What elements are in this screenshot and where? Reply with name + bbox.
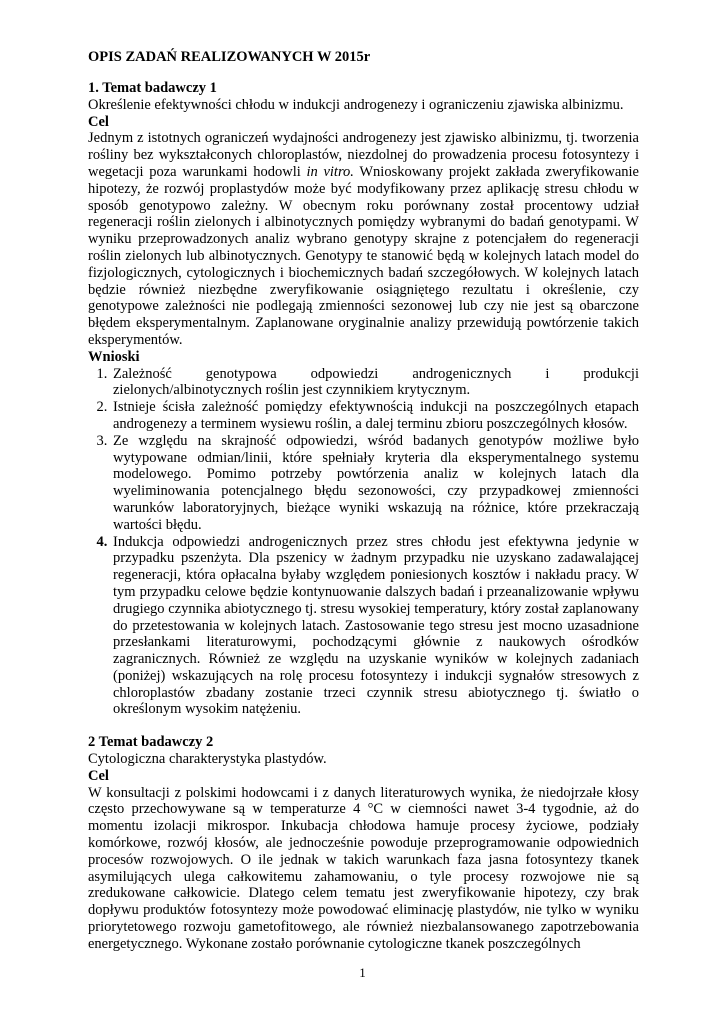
- section-gap: [88, 718, 639, 734]
- page-number: 1: [359, 965, 366, 980]
- topic1-heading: 1. Temat badawczy 1: [88, 80, 217, 96]
- document-title: OPIS ZADAŃ REALIZOWANYCH W 2015r: [88, 49, 371, 65]
- conclusion-item: 1. Zależność genotypowa odpowiedzi androgenicznych i produkcji zielonych/albinotycznych roślin jest czynnikiem krytycznym.: [111, 366, 639, 400]
- topic1-goal-label: Cel: [88, 113, 109, 130]
- conclusions-list: [88, 366, 639, 719]
- topic2-goal-label: Cel: [88, 767, 109, 784]
- topic2-goal-text: W konsultacji z polskimi hodowcami i z danych literaturowych wynika, że niedojrzałe kłosy często przechowywane są w temperaturze 4 °C w ciemności nawet 3-4 tygodnie, aż do momentu izolacji mikrospor. Inkubacja chłodowa hamuje procesy życiowe, podziały komórkowe, rozwój kłosów, ale jednocześnie powoduje przeprogramowanie odpowiednich procesów rozwojowych. O ile jednak w takich warunkach faza jasna fotosyntezy tkanek asymilujących ulega całkowitemu zahamowaniu, o tyle procesy rozwojowe nie są zredukowane całkowicie. Dlatego celem tematu jest zweryfikowanie hipotezy, czy brak dopływu produktów fotosyntezy może powodować eliminację plastydów, nie tylko w wyniku priorytetowego rozwoju gametofitowego, ale również niezbalansowanego zapotrzebowania energetycznego. Wykonane zostało porównanie cytologiczne tkanek poszczególnych: [88, 784, 639, 952]
- topic2-heading: 2 Temat badawczy 2: [88, 734, 214, 751]
- topic1-goal-text: [88, 130, 639, 348]
- topic1-goal-part1: Jednym z istotnych ograniczeń wydajności androgenezy jest zjawisko albinizmu, tj. tworzenia rośliny bez wykształconych chloroplastów, niezdolnej do prowadzenia procesu fotosyntezy i wegetacji poza warunkami hodowli: [88, 130, 639, 180]
- conclusion-item: 4. Indukcja odpowiedzi androgenicznych przez stres chłodu jest efektywna jedynie w przypadku pszenżyta. Dla pszenicy w żadnym przypadku nie uzyskano zadawalającej regeneracji, która opłacalna byłaby względem poniesionych kosztów i nakładu pracy. W tym przypadku celowe będzie kontynuowanie dalszych badań i przeanalizowanie wpływu drugiego czynnika abiotycznego tj. stresu wysokiej temperatury, który został zaplanowany do przetestowania w kolejnych latach. Zastosowanie tego stresu jest mocno uzasadnione przesłankami literaturowymi, pochodzącymi głównie z naukowych ośrodków zagranicznych. Również ze względu na uzyskanie wyników w kolejnych zadaniach (poniżej) wskazujących na rolę procesu fotosyntezy i indukcji sygnałów stresowych z chloroplastów zbadany zostanie trzeci czynnik stresu abiotycznego tj. światło o określonym wysokim natężeniu.: [111, 534, 639, 719]
- topic1-goal-italic: in vitro.: [306, 163, 354, 180]
- conclusion-item: 2. Istnieje ścisła zależność pomiędzy efektywnością indukcji na poszczególnych etapach androgenezy a terminem wysiewu roślin, a dalej terminu zbioru poszczególnych kłosów.: [111, 399, 639, 433]
- topic1-subject: Określenie efektywności chłodu w indukcji androgenezy i ograniczeniu zjawiska albinizmu.: [88, 96, 624, 113]
- topic1-conclusions-label: Wnioski: [88, 348, 140, 365]
- topic2-subject: Cytologiczna charakterystyka plastydów.: [88, 751, 327, 768]
- topic1-goal-part2: Wnioskowany projekt zakłada zweryfikowanie hipotezy, że rozwój proplastydów może być modyfikowany przez aplikację stresu chłodu w sposób genotypowo zależny. W obecnym roku porównany został procentowy udział regeneracji roślin zielonych i albinotycznych pomiędzy wybranymi do badań genotypami. W wyniku przeprowadzonych analiz wybrano genotypy skrajne z potencjałem do regeneracji roślin zielonych lub albinotycznych. Genotypy te stanowić będą w kolejnych latach model do fizjologicznych, cytologicznych i biochemicznych badań szczegółowych. W kolejnych latach będzie również niezbędne zweryfikowanie osiągniętego rezultatu i określenie, czy genotypowe zależności nie podlegają zmienności sezonowej lub czy nie jest są obarczone błędem eksperymentalnym. Zaplanowane oryginalnie analizy przewidują powtórzenie takich eksperymentów.: [88, 163, 639, 348]
- conclusion-item: 3. Ze względu na skrajność odpowiedzi, wśród badanych genotypów możliwe było wytypowane odmian/linii, które spełniały kryteria dla eksperymentalnego systemu modelowego. Pomimo potrzeby powtórzenia analiz w kolejnych latach dla wyeliminowania potencjalnego błędu sezonowości, czy przypadkowej zmienności warunków laboratoryjnych, bieżące wyniki wskazują na różnice, które przekraczają wartości błędu.: [111, 433, 639, 534]
